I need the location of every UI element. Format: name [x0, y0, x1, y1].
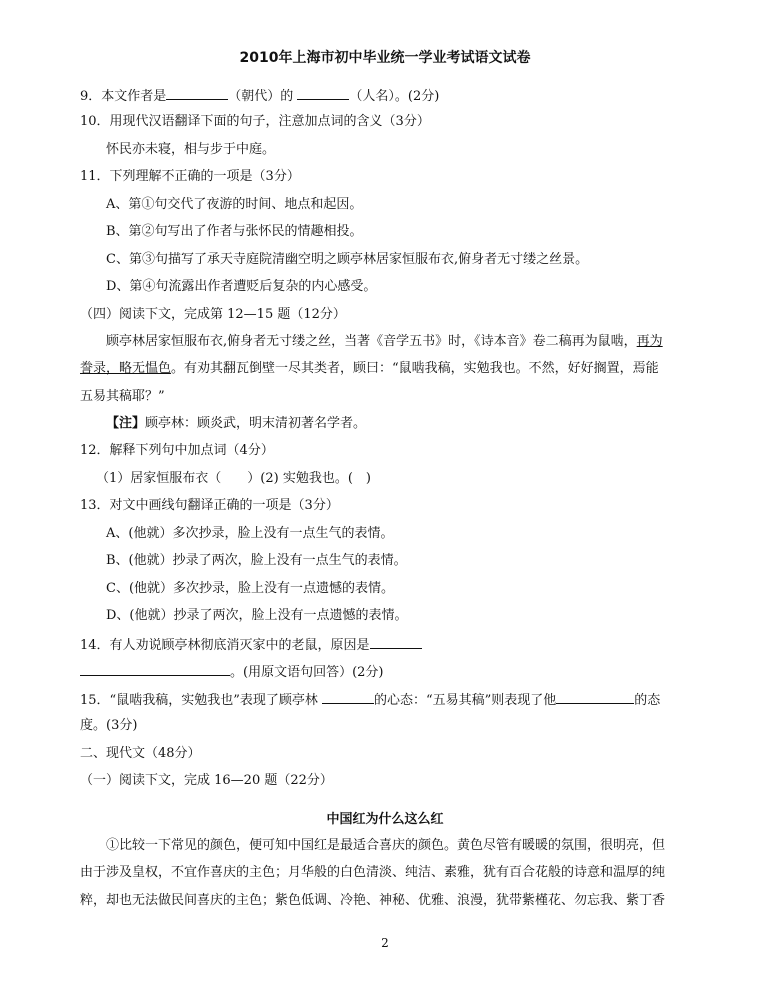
underlined-sentence: 再为 [636, 334, 663, 349]
question-12: 12．解释下列句中加点词（4分） [80, 443, 274, 458]
q11-option-b: B、第②句写出了作者与张怀民的情趣相投。 [106, 224, 363, 239]
q13-option-c: C、(他就）多次抄录，脸上没有一点遗憾的表情。 [106, 581, 395, 596]
q13-option-a: A、(他就）多次抄录，脸上没有一点生气的表情。 [106, 526, 394, 541]
question-9 [80, 85, 439, 107]
q9-text-b: （朝代）的 [228, 89, 298, 104]
q14-text-b: 。(用原文语句回答）(2分) [230, 665, 384, 680]
page-title: 2010年上海市初中毕业统一学业考试语文试卷 [239, 50, 531, 66]
q15-text-a: 15．“鼠啮我稿，实勉我也”表现了顾亭林 [80, 693, 322, 708]
question-13: 13．对文中画线句翻译正确的一项是（3分） [80, 498, 339, 513]
passage-line-2 [80, 359, 659, 379]
question-14-cont [80, 661, 384, 683]
q14-text: 14．有人劝说顾亭林彻底消灭家中的老鼠，原因是 [80, 638, 370, 653]
q15-text-c: 的态 [634, 693, 661, 708]
passage-text: 。有劝其翻瓦倒壁一尽其类者，顾曰：“鼠啮我稿，实勉我也。不然，好好搁置，焉能 [171, 361, 659, 376]
question-15-cont: 度。(3分) [80, 718, 138, 733]
question-10: 10．用现代汉语翻译下面的句子，注意加点词的含义（3分） [80, 114, 430, 129]
section-4-heading: （四）阅读下文，完成第 12—15 题（12分） [80, 307, 346, 322]
article-title: 中国红为什么这么红 [326, 812, 444, 827]
note-label: 【注】 [106, 416, 146, 431]
q12-items: （1）居家恒服布衣（ ）(2) 实勉我也。( ) [96, 471, 371, 486]
passage-line-1 [106, 332, 663, 352]
page-number: 2 [381, 936, 389, 950]
modern-subsection-heading: （一）阅读下文，完成 16—20 题（22分） [80, 773, 333, 788]
answer-blank[interactable] [556, 689, 634, 704]
answer-blank[interactable] [166, 85, 228, 100]
q11-option-c: C、第③句描写了承天寺庭院清幽空明之顾亭林居家恒服布衣,俯身者无寸缕之丝景。 [106, 252, 589, 267]
article-line-1: ①比较一下常见的颜色，便可知中国红是最适合喜庆的颜色。黄色尽管有暖暖的氛围，很明亮，但 [106, 838, 666, 853]
modern-section-heading: 二、现代文（48分） [80, 746, 201, 761]
article-line-2: 由于涉及皇权，不宜作喜庆的主色；月华般的白色清淡、纯洁、素雅，犹有百合花般的诗意和温厚的纯 [80, 865, 666, 880]
passage-line-3: 五易其稿耶？” [80, 389, 165, 404]
answer-blank[interactable] [370, 634, 422, 649]
q9-text-a: 9．本文作者是 [80, 89, 167, 104]
q9-text-c: （人名）。(2分) [349, 89, 440, 104]
question-14 [80, 634, 422, 656]
question-11: 11．下列理解不正确的一项是（3分） [80, 169, 300, 184]
q11-option-d: D、第④句流露出作者遭贬后复杂的内心感受。 [106, 279, 377, 294]
article-line-3: 粹，却也无法做民间喜庆的主色；紫色低调、冷艳、神秘、优雅、浪漫，犹带紫槿花、勿忘我、紫丁香 [80, 893, 666, 908]
passage-text: 顾亭林居家恒服布衣,俯身者无寸缕之丝，当著《音学五书》时，《诗本音》卷二稿再为鼠啮， [106, 334, 637, 349]
q13-option-d: D、(他就）抄录了两次，脸上没有一点遗憾的表情。 [106, 608, 408, 623]
q11-option-a: A、第①句交代了夜游的时间、地点和起因。 [106, 197, 363, 212]
q10-sentence: 怀民亦未寝，相与步于中庭。 [106, 142, 276, 157]
passage-note [106, 414, 366, 434]
underlined-sentence: 誊录，略无愠色 [80, 361, 172, 376]
answer-blank[interactable] [322, 689, 374, 704]
note-text: 顾亭林：顾炎武，明末清初著名学者。 [145, 416, 367, 431]
q15-text-b: 的心态：“五易其稿”则表现了他 [373, 693, 557, 708]
q13-option-b: B、(他就）抄录了两次，脸上没有一点生气的表情。 [106, 553, 407, 568]
question-15 [80, 689, 660, 711]
answer-blank[interactable] [297, 85, 349, 100]
answer-blank[interactable] [80, 661, 230, 676]
